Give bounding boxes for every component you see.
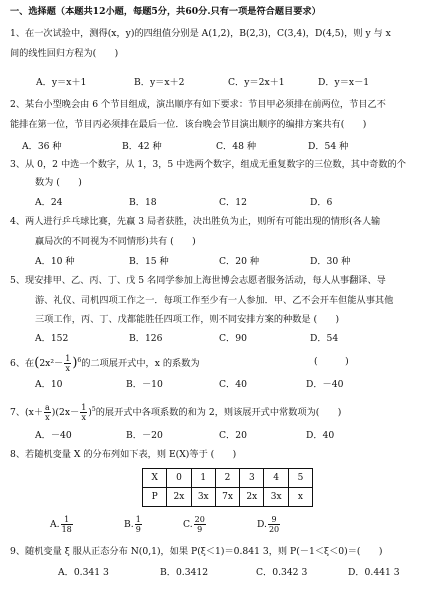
q6-option-b: B．－10 [126,379,163,390]
table-cell: 5 [288,469,312,488]
q2-option-b: B．42 种 [122,141,162,152]
q8-option-d: D. $\frac{9}{20}$ [257,515,280,534]
table-cell: 7x [215,488,239,507]
table-cell: x [288,488,312,507]
q5-stem-line1: 5、现安排甲、乙、丙、丁、戊 5 名同学参加上海世博会志愿者服务活动，每人从事翻译、导 [10,275,386,286]
q2-stem-line2: 能排在第一位，节目丙必须排在最后一位．该台晚会节目演出顺序的编排方案共有( ) [10,119,367,130]
q6-stem: 6、在(2x²－ $\frac{1}{x}$ )$^6$的二项展开式中，x 的系数为 [10,354,200,374]
q3-option-d: D．6 [310,197,333,208]
q8-distribution-table [142,468,313,507]
q7-option-a: A．－40 [35,430,72,441]
q1-stem-line1: 1、在一次试验中，测得(x，y)的四组值分别是 A(1,2)，B(2,3)，C(3,4)，D(4,5)，则 y 与 x [10,28,391,39]
q1-stem-line2: 间的线性回归方程为( ) [10,48,119,59]
q9-option-c: C．0.342 3 [256,567,308,578]
q2-stem-line1: 2、某台小型晚会由 6 个节目组成，演出顺序有如下要求：节目甲必须排在前两位，节目乙不 [10,99,386,110]
q8-stem: 8、若随机变量 X 的分布列如下表，则 E(X)等于 ( ) [10,449,237,460]
q7-stem: 7、(x＋ $\frac{a}{x}$ )(2x－ $\frac{1}{x}$ )$^5$的展开式中各项系数的和为 2，则该展开式中常数项为( ) [10,403,342,423]
q3-stem-line2: 数为 ( ) [35,177,82,188]
q4-stem-line2: 赢局次的不同视为不同情形)共有 ( ) [35,236,196,247]
section-title: 一、选择题（本题共12小题，每题5分，共60分.只有一项是符合题目要求） [10,6,321,17]
table-cell: 3x [264,488,288,507]
table-cell: P [143,488,167,507]
q7-option-b: B．－20 [126,430,163,441]
q2-option-d: D．54 种 [308,141,349,152]
q5-option-c: C．90 [219,333,247,344]
q5-stem-line3: 三项工作，丙、丁、戊都能胜任四项工作，则不同安排方案的种数是 ( ) [35,314,340,325]
q4-option-d: D．30 种 [310,256,351,267]
table-row [143,469,313,488]
q7-fraction-a: $\frac{a}{x}$ [45,403,50,423]
q6-option-c: C．40 [219,379,247,390]
q3-option-c: C．12 [219,197,247,208]
q7-fraction-b: $\frac{1}{x}$ [81,403,87,423]
table-cell: 4 [264,469,288,488]
q7-exponent: 5 [91,406,96,413]
q5-option-a: A．152 [35,333,69,344]
q8-option-c: C. $\frac{20}{9}$ [183,515,205,534]
q5-stem-line2: 游、礼仪、司机四项工作之一．每项工作至少有一人参加．甲、乙不会开车但能从事其他 [35,295,394,306]
q4-option-a: A．10 种 [35,256,75,267]
table-cell: 2 [215,469,239,488]
q9-stem: 9、随机变量 ξ 服从正态分布 N(0,1)，如果 P(ξ＜1)＝0.841 3，则 P(－1＜ξ＜0)＝( ) [10,546,383,557]
table-cell: 2x [167,488,191,507]
q4-option-c: C．20 种 [219,256,260,267]
q2-option-c: C．48 种 [216,141,257,152]
q6-answer-paren: ( ) [314,356,349,367]
q3-option-b: B．18 [129,197,157,208]
table-row [143,488,313,507]
q2-option-a: A．36 种 [22,141,62,152]
table-cell: 3 [240,469,264,488]
q1-option-b: B．y＝x＋2 [134,77,185,88]
q1-option-d: D．y＝x－1 [318,77,370,88]
q8-option-b: B. $\frac{1}{9}$ [124,515,141,534]
q9-option-b: B．0.3412 [160,567,209,578]
q3-stem-line1: 3、从 0，2 中选一个数字，从 1，3，5 中选两个数字，组成无重复数字的三位数，其中奇数的个 [10,159,406,170]
table-cell: 1 [191,469,215,488]
q9-option-d: D．0.441 3 [348,567,400,578]
table-cell: 2x [240,488,264,507]
q4-stem-line1: 4、两人进行乒乓球比赛，先赢 3 局者获胜，决出胜负为止，则所有可能出现的情形(各人输 [10,216,381,227]
q6-option-a: A．10 [35,379,63,390]
q9-option-a: A．0.341 3 [58,567,109,578]
table-cell: 0 [167,469,191,488]
q5-option-d: D．54 [310,333,339,344]
q7-option-d: D．40 [306,430,335,441]
q1-option-a: A．y＝x＋1 [36,77,87,88]
q8-option-a: A. $\frac{1}{18}$ [50,515,72,534]
q6-fraction: $\frac{1}{x}$ [65,354,71,374]
q3-option-a: A．24 [35,197,63,208]
q1-option-c: C．y＝2x＋1 [228,77,285,88]
q5-option-b: B．126 [129,333,163,344]
table-cell: X [143,469,167,488]
q6-expression-base: 2x²－ [39,358,64,370]
q6-option-d: D．－40 [306,379,344,390]
q7-option-c: C．20 [219,430,247,441]
q6-exponent: 6 [77,357,82,364]
q4-option-b: B．15 种 [129,256,169,267]
table-cell: 3x [191,488,215,507]
